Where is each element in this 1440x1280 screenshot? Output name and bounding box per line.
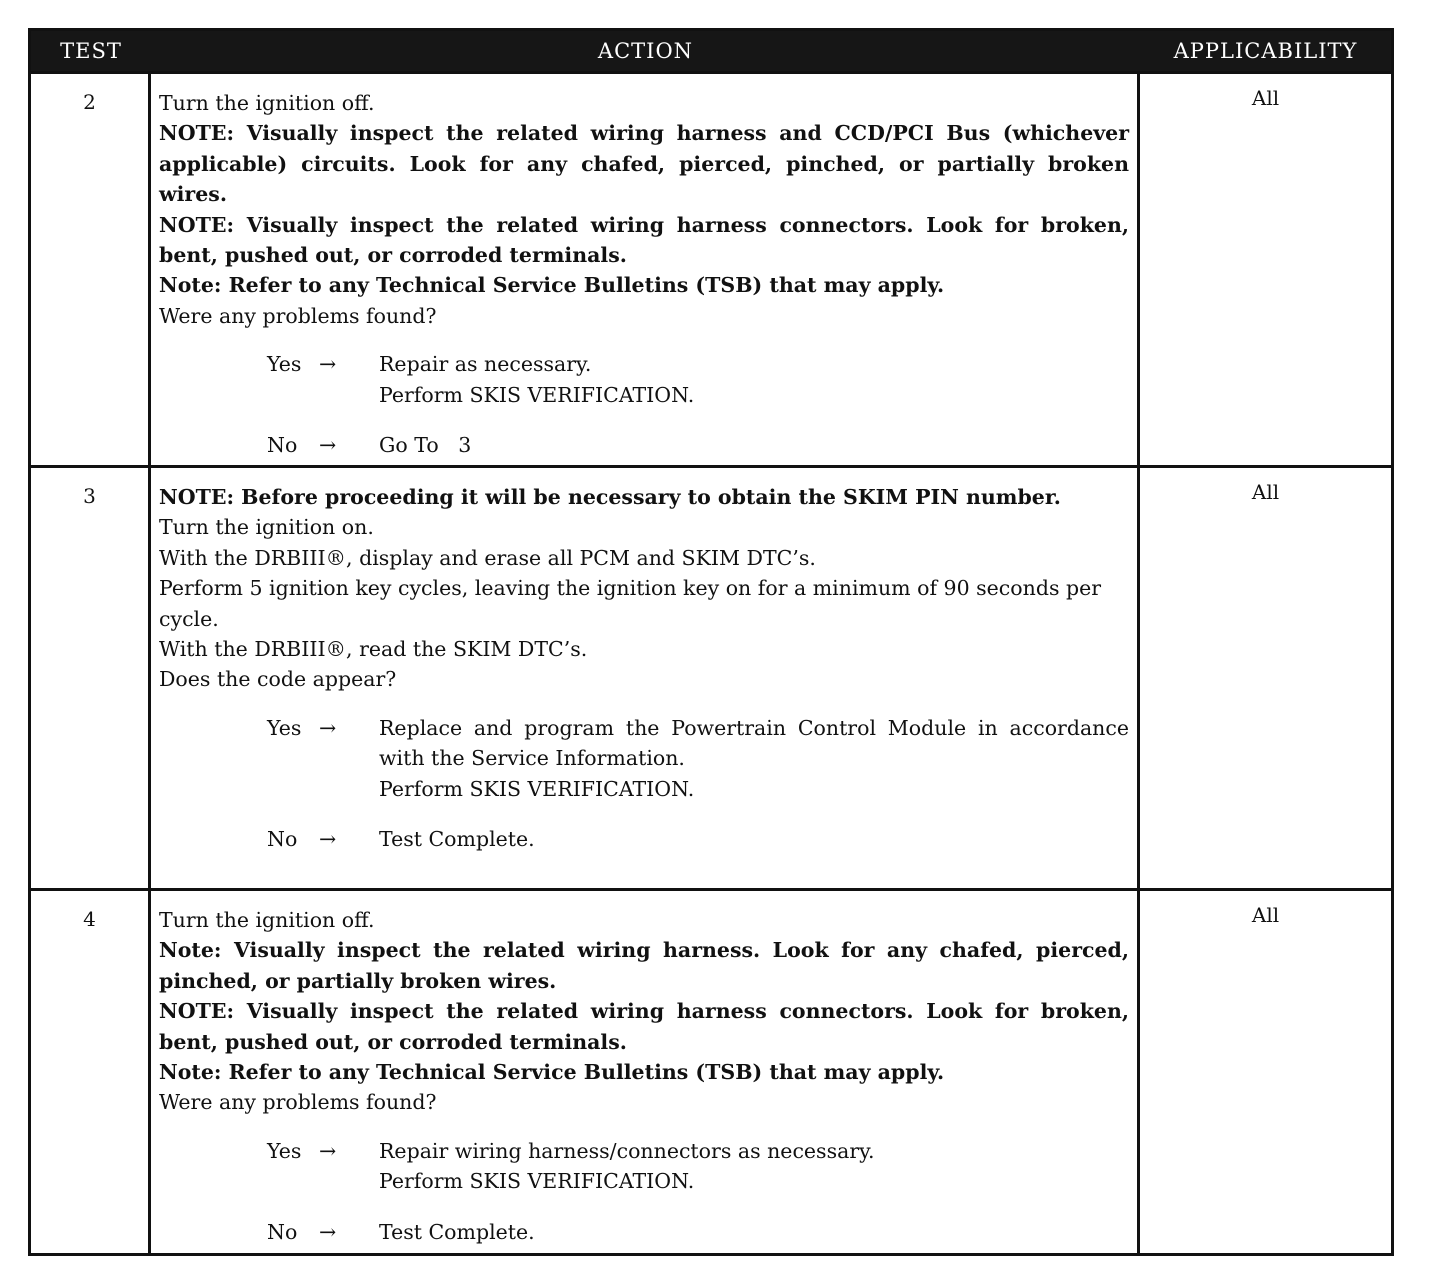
answer-key: No (267, 827, 298, 852)
action-question: Were any problems found? (159, 303, 437, 328)
action-cell (151, 74, 1140, 465)
answer-line: Test Complete. (379, 1219, 535, 1244)
action-line: Turn the ignition off. (159, 908, 375, 932)
action-question: Does the code appear? (159, 667, 397, 692)
answer-no (267, 430, 1129, 460)
answer-yes (267, 713, 1129, 804)
action-line: Turn the ignition on. (159, 515, 374, 540)
action-note: Note: Refer to any Technical Service Bulletins (TSB) that may apply. (159, 273, 945, 298)
answer-text (379, 713, 1129, 804)
answer-key: Yes (267, 715, 302, 740)
table-row (31, 71, 1391, 465)
right-arrow-icon: → (319, 1219, 337, 1244)
answer-line: Perform SKIS VERIFICATION. (379, 1169, 695, 1194)
action-line: Turn the ignition off. (159, 91, 375, 115)
header-test: TEST (60, 39, 122, 63)
applicability-value: All (1251, 480, 1280, 504)
answer-list (267, 349, 1129, 460)
answer-text (379, 430, 1129, 460)
answer-list (267, 1136, 1129, 1247)
answer-line: Repair as necessary. (379, 352, 592, 377)
right-arrow-icon: → (319, 433, 337, 458)
answer-no (267, 1217, 1129, 1247)
table-row (31, 465, 1391, 888)
answer-text (379, 824, 1129, 854)
action-note: NOTE: Visually inspect the related wiring harness connectors. Look for broken, bent, pushed out, or corroded terminals. (159, 212, 1129, 268)
applicability-value: All (1251, 86, 1280, 110)
table-row (31, 888, 1391, 1253)
action-line: With the DRBIII®, read the SKIM DTC’s. (159, 637, 588, 662)
answer-line: Test Complete. (379, 827, 535, 852)
action-line: Perform 5 ignition key cycles, leaving the ignition key on for a minimum of 90 seconds per cycle. (159, 576, 1102, 631)
action-note: NOTE: Visually inspect the related wiring harness and CCD/PCI Bus (whichever applicable) circuits. Look for any chafed, pierced, pinched, or partially broken wires. (159, 121, 1129, 207)
answer-line: Go To 3 (379, 433, 472, 458)
answer-yes (267, 349, 1129, 410)
right-arrow-icon: → (319, 715, 337, 740)
answer-text (379, 1136, 1129, 1197)
answer-yes (267, 1136, 1129, 1197)
action-note: Note: Visually inspect the related wiring harness. Look for any chafed, pierced, pinched, or partially broken wires. (159, 938, 1129, 993)
answer-list (267, 713, 1129, 855)
test-number: 3 (31, 468, 151, 888)
answer-key: Yes (267, 352, 302, 377)
test-number: 2 (31, 74, 151, 465)
answer-key: No (267, 433, 298, 458)
answer-line: Repair wiring harness/connectors as necessary. (379, 1138, 875, 1163)
action-question: Were any problems found? (159, 1090, 437, 1115)
action-note: NOTE: Before proceeding it will be necessary to obtain the SKIM PIN number. (159, 485, 1061, 509)
answer-line: Perform SKIS VERIFICATION. (379, 382, 695, 407)
answer-key: No (267, 1219, 298, 1244)
answer-text (379, 349, 1129, 410)
action-cell (151, 891, 1140, 1253)
header-action: ACTION (597, 39, 694, 63)
test-number: 4 (31, 891, 151, 1253)
answer-text (379, 1217, 1129, 1247)
answer-no (267, 824, 1129, 854)
right-arrow-icon: → (319, 827, 337, 852)
right-arrow-icon: → (319, 1138, 337, 1163)
right-arrow-icon: → (319, 352, 337, 377)
action-note: NOTE: Visually inspect the related wiring harness connectors. Look for broken, bent, pushed out, or corroded terminals. (159, 999, 1129, 1054)
applicability-value: All (1251, 903, 1280, 927)
answer-key: Yes (267, 1138, 302, 1163)
header-applicability: APPLICABILITY (1173, 39, 1358, 63)
action-line: With the DRBIII®, display and erase all PCM and SKIM DTC’s. (159, 545, 816, 570)
action-cell (151, 468, 1140, 888)
answer-line: Perform SKIS VERIFICATION. (379, 776, 695, 801)
answer-line: Replace and program the Powertrain Control Module in accordance with the Service Information. (379, 715, 1129, 771)
action-note: Note: Refer to any Technical Service Bulletins (TSB) that may apply. (159, 1060, 945, 1085)
diagnostic-test-table (28, 28, 1394, 1256)
table-header-row (31, 31, 1391, 71)
